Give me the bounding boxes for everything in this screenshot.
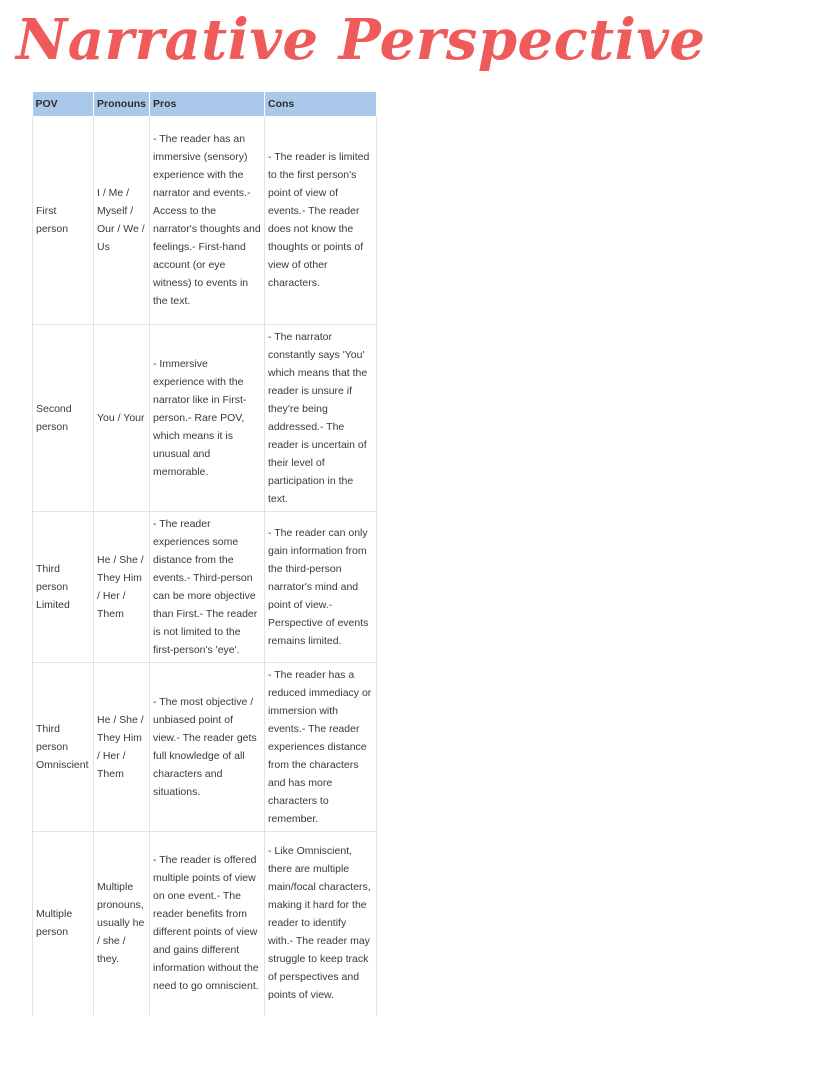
page-title: Narrative Perspective	[16, 7, 706, 73]
table-row	[33, 324, 377, 511]
cell-pov: Second person	[33, 324, 94, 511]
table-row	[33, 831, 377, 1015]
cell-pronouns: He / She / They Him / Her / Them	[94, 511, 150, 662]
cell-pov: Third person Omniscient	[33, 662, 94, 831]
header-cons: Cons	[265, 92, 377, 116]
narrative-perspective-table	[32, 92, 377, 1015]
cell-pov: Third person Limited	[33, 511, 94, 662]
cell-pronouns: Multiple pronouns, usually he / she / they.	[94, 831, 150, 1015]
cell-pronouns: I / Me / Myself / Our / We / Us	[94, 116, 150, 324]
cell-cons: - The reader is limited to the first person's point of view of events.- The reader does not know the thoughts or points of view of other characters.	[265, 116, 377, 324]
table-row	[33, 511, 377, 662]
cell-pros: - The reader is offered multiple points of view on one event.- The reader benefits from different points of view and gains different information without the need to go omniscient.	[150, 831, 265, 1015]
cell-pros: - The most objective / unbiased point of view.- The reader gets full knowledge of all characters and situations.	[150, 662, 265, 831]
header-pronouns: Pronouns	[94, 92, 150, 116]
cell-pros: - The reader experiences some distance from the events.- Third-person can be more objective than First.- The reader is not limited to the first-person's 'eye'.	[150, 511, 265, 662]
cell-cons: - The reader has a reduced immediacy or immersion with events.- The reader experiences distance from the characters and has more characters to remember.	[265, 662, 377, 831]
cell-pov: First person	[33, 116, 94, 324]
table-row	[33, 662, 377, 831]
header-pov: POV	[33, 92, 94, 116]
cell-pronouns: He / She / They Him / Her / Them	[94, 662, 150, 831]
cell-cons: - The narrator constantly says 'You' which means that the reader is unsure if they're being addressed.- The reader is uncertain of their level of participation in the text.	[265, 324, 377, 511]
cell-pros: - Immersive experience with the narrator like in First-person.- Rare POV, which means it is unusual and memorable.	[150, 324, 265, 511]
cell-pronouns: You / Your	[94, 324, 150, 511]
cell-pov: Multiple person	[33, 831, 94, 1015]
cell-pros: - The reader has an immersive (sensory) experience with the narrator and events.- Access to the narrator's thoughts and feelings.- First-hand account (or eye witness) to events in the text.	[150, 116, 265, 324]
table-header-row	[33, 92, 377, 116]
table-row	[33, 116, 377, 324]
cell-cons: - The reader can only gain information from the third-person narrator's mind and point of view.- Perspective of events remains limited.	[265, 511, 377, 662]
cell-cons: - Like Omniscient, there are multiple main/focal characters, making it hard for the reader to identify with.- The reader may struggle to keep track of perspectives and points of view.	[265, 831, 377, 1015]
header-pros: Pros	[150, 92, 265, 116]
